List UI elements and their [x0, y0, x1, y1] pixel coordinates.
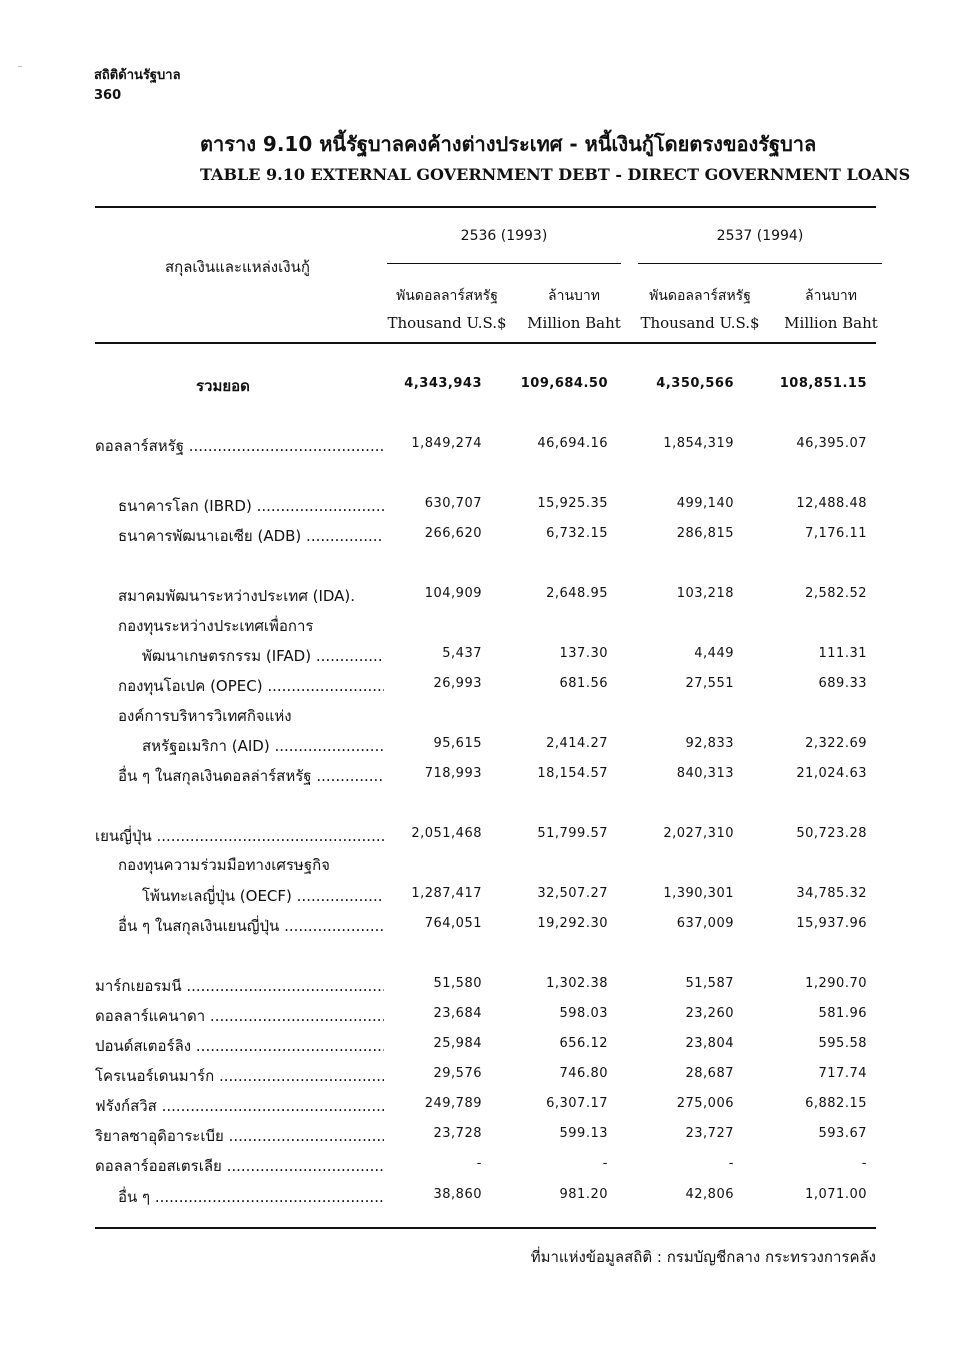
cell-1993-baht: 1,302.38: [546, 976, 608, 991]
cell-1993-usd: 23,684: [433, 1006, 482, 1021]
row-label: ธนาคารโลก (IBRD) .....: [118, 494, 384, 518]
cell-1994-usd: 4,350,566: [656, 376, 734, 391]
cell-1993-usd: 26,993: [433, 676, 482, 691]
row-label: ปอนด์สเตอร์ลิง .....: [95, 1034, 384, 1058]
table-row: [0, 1034, 966, 1056]
row-label: เยนญี่ปุ่น .....: [95, 824, 384, 848]
page-number: 360: [94, 88, 122, 103]
table-title-english: TABLE 9.10 EXTERNAL GOVERNMENT DEBT - DIRECT GOVERNMENT LOANS: [200, 165, 911, 184]
cell-1994-usd: 2,027,310: [663, 826, 734, 841]
cell-1993-usd: 1,287,417: [411, 886, 482, 901]
cell-1993-usd: 23,728: [433, 1126, 482, 1141]
cell-1993-usd: 29,576: [433, 1066, 482, 1081]
table-row: [0, 1064, 966, 1086]
cell-1993-baht: 137.30: [559, 646, 608, 661]
cell-1993-baht: 6,307.17: [546, 1096, 608, 1111]
year-1993-underline: [387, 263, 621, 264]
cell-1993-usd: 4,343,943: [404, 376, 482, 391]
table-row: [0, 614, 966, 636]
table-row: [0, 434, 966, 456]
table-row: [0, 914, 966, 936]
table-row: [0, 584, 966, 606]
cell-1994-baht: 15,937.96: [796, 916, 867, 931]
row-label: กองทุนโอเปค (OPEC) .....: [118, 674, 384, 698]
cell-1993-usd: 718,993: [424, 766, 482, 781]
cell-1993-baht: 51,799.57: [537, 826, 608, 841]
cell-1993-baht: 46,694.16: [537, 436, 608, 451]
cell-1994-baht: 581.96: [818, 1006, 867, 1021]
cell-1994-baht: 689.33: [818, 676, 867, 691]
cell-1994-baht: 21,024.63: [796, 766, 867, 781]
cell-1993-baht: 2,648.95: [546, 586, 608, 601]
col-header-th-4: ล้านบาท: [805, 288, 857, 304]
cell-1994-baht: 46,395.07: [796, 436, 867, 451]
cell-1993-usd: 2,051,468: [411, 826, 482, 841]
cell-1993-usd: 25,984: [433, 1036, 482, 1051]
cell-1994-usd: 27,551: [685, 676, 734, 691]
cell-1993-baht: 2,414.27: [546, 736, 608, 751]
table-title-thai: ตาราง 9.10 หนี้รัฐบาลคงค้างต่างประเทศ - หนี้เงินกู้โดยตรงของรัฐบาล: [200, 132, 817, 156]
row-label: ดอลลาร์ออสเตรเลีย .....: [95, 1154, 384, 1178]
cell-1994-baht: 595.58: [818, 1036, 867, 1051]
table-row: [0, 1124, 966, 1146]
row-label: พัฒนาเกษตรกรรม (IFAD) .....: [142, 644, 384, 668]
cell-1993-baht: 15,925.35: [537, 496, 608, 511]
cell-1994-usd: 840,313: [676, 766, 734, 781]
cell-1994-usd: 51,587: [685, 976, 734, 991]
table-row: [0, 704, 966, 726]
table-header-rule: [95, 342, 876, 344]
table-row: [0, 494, 966, 516]
cell-1994-baht: 34,785.32: [796, 886, 867, 901]
row-label: รวมยอด: [196, 377, 250, 395]
year-header-1994: 2537 (1994): [716, 228, 804, 244]
table-row: [0, 1185, 966, 1207]
table-row: [0, 884, 966, 906]
cell-1994-usd: 275,006: [676, 1096, 734, 1111]
cell-1994-usd: 1,854,319: [663, 436, 734, 451]
row-label: ธนาคารพัฒนาเอเซีย (ADB) .....: [118, 524, 384, 548]
cell-1994-baht: 6,882.15: [805, 1096, 867, 1111]
table-row: [0, 824, 966, 846]
cell-1994-baht: 1,071.00: [805, 1187, 867, 1202]
year-1994-underline: [638, 263, 882, 264]
row-label: ริยาลซาอุดิอาระเบีย .....: [95, 1124, 384, 1148]
cell-1993-baht: -: [602, 1156, 608, 1171]
row-label: ดอลลาร์แคนาดา .....: [95, 1004, 384, 1028]
cell-1994-usd: 4,449: [694, 646, 734, 661]
cell-1994-baht: 12,488.48: [796, 496, 867, 511]
cell-1993-baht: 19,292.30: [537, 916, 608, 931]
cell-1993-usd: 266,620: [424, 526, 482, 541]
cell-1993-usd: 630,707: [424, 496, 482, 511]
row-label: กองทุนความร่วมมือทางเศรษฐกิจ: [118, 856, 330, 874]
row-label: กองทุนระหว่างประเทศเพื่อการ: [118, 617, 314, 635]
cell-1994-baht: 7,176.11: [805, 526, 867, 541]
cell-1994-usd: 92,833: [685, 736, 734, 751]
table-row: [0, 1094, 966, 1116]
col-header-en-4: Million Baht: [784, 314, 878, 332]
cell-1993-baht: 599.13: [559, 1126, 608, 1141]
cell-1994-usd: 1,390,301: [663, 886, 734, 901]
col-header-en-1: Thousand U.S.$: [387, 314, 507, 332]
cell-1994-baht: -: [861, 1156, 867, 1171]
cell-1994-usd: 103,218: [676, 586, 734, 601]
col-header-th-3: พันดอลลาร์สหรัฐ: [649, 288, 751, 304]
cell-1993-baht: 598.03: [559, 1006, 608, 1021]
cell-1993-usd: 95,615: [433, 736, 482, 751]
table-row: [0, 524, 966, 546]
row-label: อื่น ๆ .....: [118, 1185, 384, 1209]
row-label: ดอลลาร์สหรัฐ .....: [95, 434, 384, 458]
table-bottom-rule: [95, 1227, 876, 1229]
table-row: [0, 853, 966, 875]
cell-1993-baht: 32,507.27: [537, 886, 608, 901]
cell-1994-usd: 42,806: [685, 1187, 734, 1202]
col-header-en-3: Thousand U.S.$: [640, 314, 760, 332]
col-header-th-1: พันดอลลาร์สหรัฐ: [396, 288, 498, 304]
cell-1993-usd: 249,789: [424, 1096, 482, 1111]
cell-1993-usd: 764,051: [424, 916, 482, 931]
cell-1993-baht: 109,684.50: [520, 376, 608, 391]
cell-1993-baht: 6,732.15: [546, 526, 608, 541]
year-header-1993: 2536 (1993): [460, 228, 548, 244]
row-label: สมาคมพัฒนาระหว่างประเทศ (IDA).: [118, 587, 356, 605]
cell-1994-baht: 108,851.15: [779, 376, 867, 391]
table-row-total: [0, 374, 966, 396]
row-label: ฟรังก์สวิส .....: [95, 1094, 384, 1118]
row-label: สหรัฐอเมริกา (AID) .....: [142, 734, 384, 758]
cell-1993-usd: -: [476, 1156, 482, 1171]
table-row: [0, 1004, 966, 1026]
col-header-en-2: Million Baht: [527, 314, 621, 332]
cell-1993-baht: 681.56: [559, 676, 608, 691]
row-label: มาร์กเยอรมนี .....: [95, 974, 384, 998]
cell-1994-baht: 111.31: [818, 646, 867, 661]
cell-1993-usd: 1,849,274: [411, 436, 482, 451]
cell-1994-usd: 499,140: [676, 496, 734, 511]
cell-1993-usd: 104,909: [424, 586, 482, 601]
cell-1994-usd: 23,804: [685, 1036, 734, 1051]
row-label: องค์การบริหารวิเทศกิจแห่ง: [118, 707, 292, 725]
section-header: สถิติด้านรัฐบาล: [94, 68, 181, 83]
cell-1994-baht: 717.74: [818, 1066, 867, 1081]
cell-1994-usd: 28,687: [685, 1066, 734, 1081]
cell-1993-baht: 656.12: [559, 1036, 608, 1051]
cell-1994-usd: -: [728, 1156, 734, 1171]
table-row: [0, 1154, 966, 1176]
cell-1994-usd: 23,727: [685, 1126, 734, 1141]
cell-1993-baht: 746.80: [559, 1066, 608, 1081]
cell-1993-baht: 18,154.57: [537, 766, 608, 781]
cell-1994-baht: 2,322.69: [805, 736, 867, 751]
cell-1994-baht: 1,290.70: [805, 976, 867, 991]
cell-1993-usd: 5,437: [442, 646, 482, 661]
row-label: อื่น ๆ ในสกุลเงินดอลล่าร์สหรัฐ .....: [118, 764, 384, 788]
table-row: [0, 644, 966, 666]
row-label: อื่น ๆ ในสกุลเงินเยนญี่ปุ่น .....: [118, 914, 384, 938]
col-header-th-2: ล้านบาท: [548, 288, 600, 304]
stub-header: สกุลเงินและแหล่งเงินกู้: [165, 258, 310, 276]
table-row: [0, 734, 966, 756]
cell-1993-usd: 38,860: [433, 1187, 482, 1202]
source-note: ที่มาแห่งข้อมูลสถิติ : กรมบัญชีกลาง กระทรวงการคลัง: [530, 1248, 876, 1266]
cell-1994-baht: 2,582.52: [805, 586, 867, 601]
cell-1993-baht: 981.20: [559, 1187, 608, 1202]
table-row: [0, 974, 966, 996]
table-row: [0, 674, 966, 696]
table-row: [0, 764, 966, 786]
row-label: โครเนอร์เดนมาร์ก .....: [95, 1064, 384, 1088]
cell-1993-usd: 51,580: [433, 976, 482, 991]
cell-1994-baht: 593.67: [818, 1126, 867, 1141]
table-top-rule: [95, 206, 876, 208]
cell-1994-baht: 50,723.28: [796, 826, 867, 841]
row-label: โพ้นทะเลญี่ปุ่น (OECF) .....: [142, 884, 384, 908]
cell-1994-usd: 286,815: [676, 526, 734, 541]
cell-1994-usd: 637,009: [676, 916, 734, 931]
cell-1994-usd: 23,260: [685, 1006, 734, 1021]
scan-mark: [18, 66, 22, 67]
